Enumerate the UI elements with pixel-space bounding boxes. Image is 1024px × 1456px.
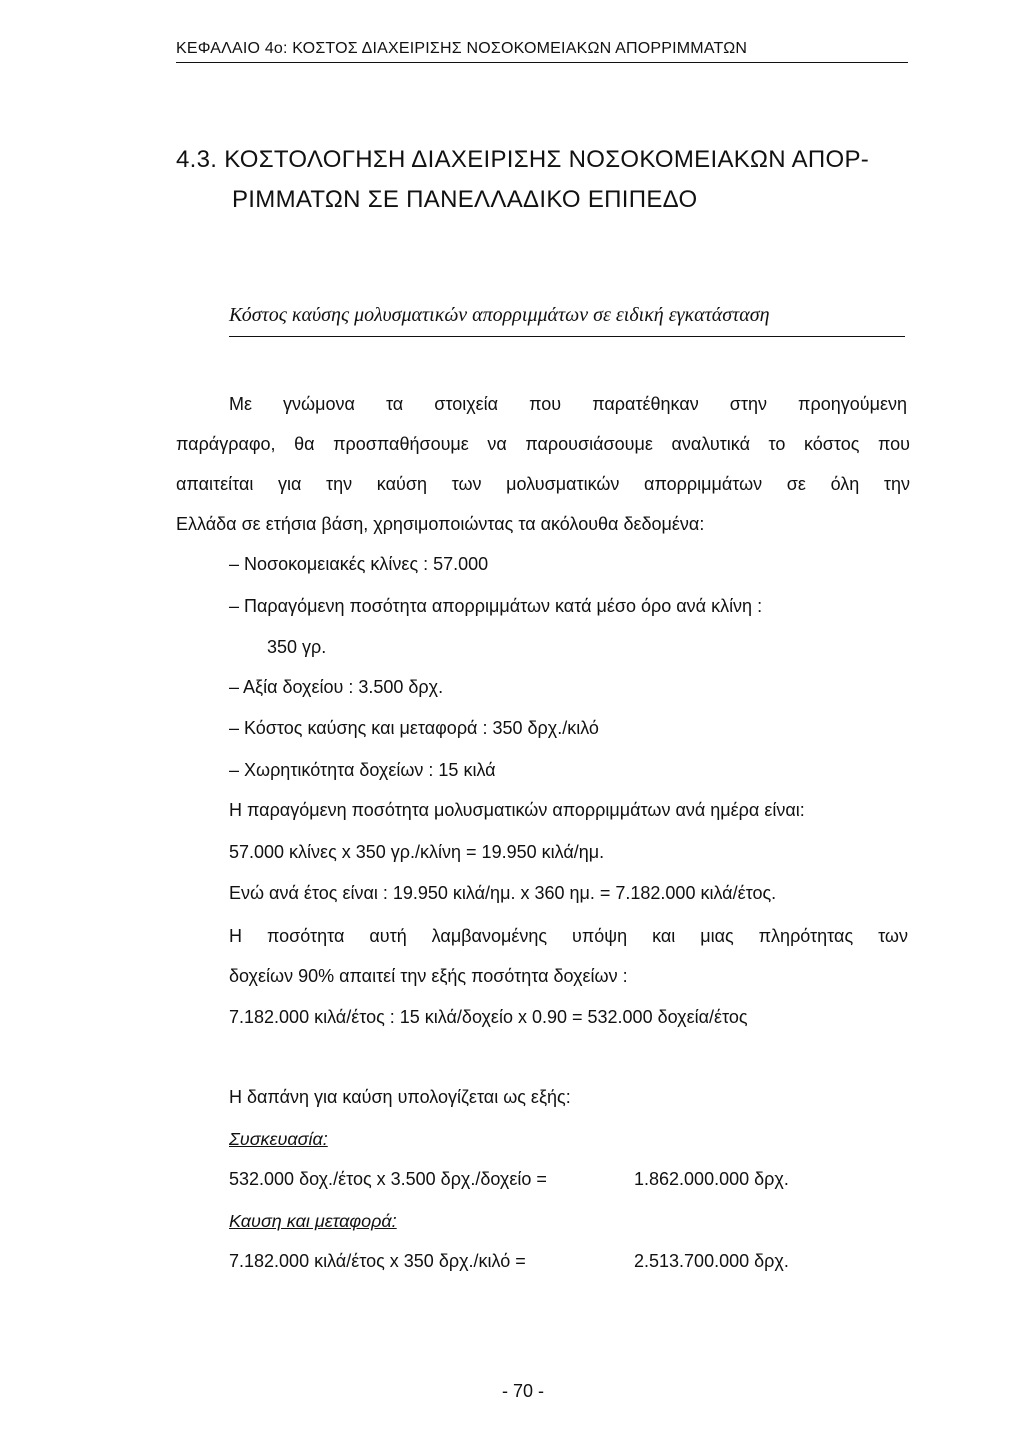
burning-label: Καυση και μεταφορά: — [229, 1211, 397, 1231]
intro-line-4: Ελλάδα σε ετήσια βάση, χρησιμοποιώντας τα ακόλουθα δεδομένα: — [176, 514, 705, 534]
header-rule — [176, 62, 908, 63]
intro-line-2: παράγραφο, θα προσπαθήσουμε να παρουσιάσουμε αναλυτικά το κόστος που — [176, 434, 910, 454]
intro-line-1: Με γνώμονα τα στοιχεία που παρατέθηκαν στην προηγούμενη — [229, 394, 907, 414]
intro-line-3: απαιτείται για την καύση των μολυσματικών απορριμμάτων σε όλη την — [176, 474, 910, 494]
burning-total: 2.513.700.000 δρχ. — [634, 1251, 789, 1271]
burning-expression: 7.182.000 κιλά/έτος x 350 δρχ./κιλό = — [229, 1251, 526, 1271]
data-item-container-value: – Αξία δοχείου : 3.500 δρχ. — [229, 677, 444, 697]
section-heading-line-1: 4.3. ΚΟΣΤΟΛΟΓΗΣΗ ΔΙΑΧΕΙΡΙΣΗΣ ΝΟΣΟΚΟΜΕΙΑΚΩΝ ΑΠΟΡ- — [176, 146, 870, 173]
subtitle-rule — [229, 336, 905, 337]
calc-line-2: 57.000 κλίνες x 350 γρ./κλίνη = 19.950 κιλά/ημ. — [229, 842, 605, 862]
calc-line-1: Η παραγόμενη ποσότητα μολυσματικών απορριμμάτων ανά ημέρα είναι: — [229, 800, 805, 820]
section-subtitle: Κόστος καύσης μολυσματικών απορριμμάτων σε ειδική εγκατάσταση — [229, 304, 770, 326]
section-heading-line-2: ΡΙΜΜΑΤΩΝ ΣΕ ΠΑΝΕΛΛΑΔΙΚΟ ΕΠΙΠΕΔΟ — [232, 186, 698, 213]
page-number: - 70 - — [502, 1381, 545, 1401]
data-item-waste-per-bed-value: 350 γρ. — [267, 637, 327, 657]
calc-line-4: Η ποσότητα αυτή λαμβανομένης υπόψη και μιας πληρότητας των — [229, 926, 908, 946]
packaging-total: 1.862.000.000 δρχ. — [634, 1169, 789, 1189]
data-item-burn-cost: – Κόστος καύσης και μεταφορά : 350 δρχ./κιλό — [229, 718, 599, 738]
packaging-expression: 532.000 δοχ./έτος x 3.500 δρχ./δοχείο = — [229, 1169, 547, 1189]
calc-line-6: 7.182.000 κιλά/έτος : 15 κιλά/δοχείο x 0.90 = 532.000 δοχεία/έτος — [229, 1007, 748, 1027]
calc-line-3: Ενώ ανά έτος είναι : 19.950 κιλά/ημ. x 360 ημ. = 7.182.000 κιλά/έτος. — [229, 883, 777, 903]
cost-intro: Η δαπάνη για καύση υπολογίζεται ως εξής: — [229, 1087, 571, 1107]
data-item-beds: – Νοσοκομειακές κλίνες : 57.000 — [229, 554, 489, 574]
data-item-container-capacity: – Χωρητικότητα δοχείων : 15 κιλά — [229, 760, 496, 780]
calc-line-5: δοχείων 90% απαιτεί την εξής ποσότητα δοχείων : — [229, 966, 628, 986]
data-item-waste-per-bed: – Παραγόμενη ποσότητα απορριμμάτων κατά μέσο όρο ανά κλίνη : — [229, 596, 763, 616]
packaging-label: Συσκευασία: — [229, 1129, 328, 1149]
running-header: ΚΕΦΑΛΑΙΟ 4ο: ΚΟΣΤΟΣ ΔΙΑΧΕΙΡΙΣΗΣ ΝΟΣΟΚΟΜΕΙΑΚΩΝ ΑΠΟΡΡΙΜΜΑΤΩΝ — [176, 40, 748, 57]
